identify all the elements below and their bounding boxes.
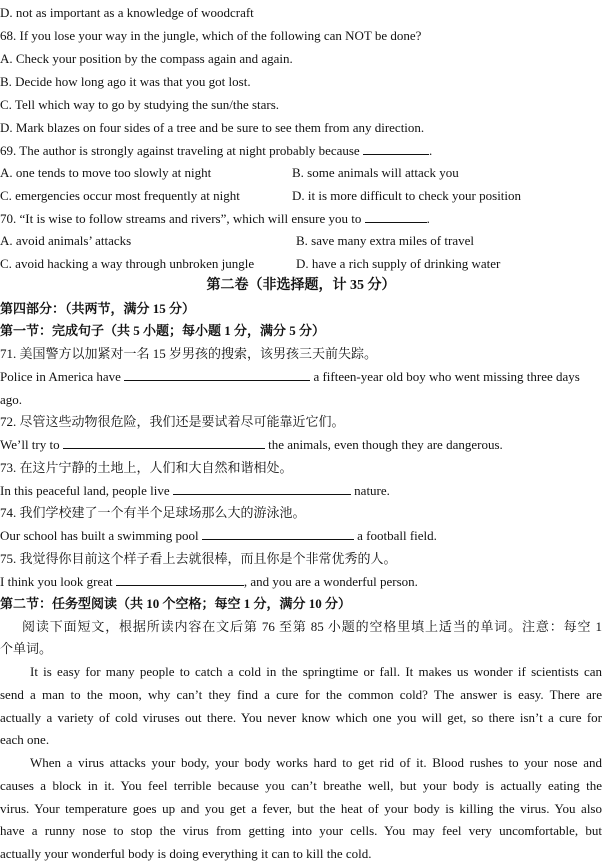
q75-english: [0, 573, 602, 591]
section-one-heading: 第一节：完成句子（共 5 小题；每小题 1 分，满分 5 分）: [0, 323, 326, 338]
q72-english: [0, 436, 602, 454]
q71-blank: [124, 368, 310, 381]
passage-p2-line-2: causes a block in it. You feel terrible because you can’t breathe well, but your body is actually eating the: [0, 778, 602, 793]
passage-p1-line-2: send a man to the moon, why can’t they find a cure for the common cold? The answer is easy. There are: [0, 687, 602, 702]
q70-stem: 70. “It is wise to follow streams and rivers”, which will ensure you to .: [0, 211, 430, 226]
q69-option-a: A. one tends to move too slowly at night: [0, 165, 212, 180]
passage-p2-line-3: virus. Your temperature goes up and you get a fever, but the heat of your body is killing the virus. You also: [0, 801, 602, 816]
q69-option-d: D. it is more difficult to check your position: [292, 188, 522, 203]
q70-option-c: C. avoid hacking a way through unbroken jungle: [0, 256, 255, 271]
q74-english-post: a football field.: [357, 528, 437, 543]
q67-option-d: D. not as important as a knowledge of woodcraft: [0, 5, 254, 20]
q74-english: [0, 527, 602, 545]
q69-option-b: B. some animals will attack you: [292, 165, 459, 180]
q72-blank: [63, 436, 265, 449]
instructions-line-1: 阅读下面短文，根据所读内容在文后第 76 至第 85 小题的空格里填上适当的单词。注意：每空 1: [22, 619, 602, 634]
q68-option-b: B. Decide how long ago it was that you got lost.: [0, 74, 251, 89]
passage-p2-line-5: actually your wonderful body is doing everything it can to kill the cold.: [0, 846, 372, 861]
q75-english-post: , and you are a wonderful person.: [243, 574, 418, 589]
q69-blank: [363, 142, 429, 155]
q74-blank: [202, 527, 354, 540]
q70-option-d: D. have a rich supply of drinking water: [296, 256, 501, 271]
q68-stem: 68. If you lose your way in the jungle, which of the following can NOT be done?: [0, 28, 422, 43]
q73-english: [0, 482, 602, 500]
q72-chinese: 72. 尽管这些动物很危险，我们还是要试着尽可能靠近它们。: [0, 414, 345, 429]
passage-p1-line-4: each one.: [0, 732, 50, 747]
volume-two-title: 第二卷（非选择题，计 35 分）: [206, 278, 396, 293]
q74-english-pre: Our school has built a swimming pool: [0, 528, 199, 543]
q69-stem: 69. The author is strongly against traveling at night probably because .: [0, 143, 433, 158]
q70-options-row1: [0, 232, 602, 250]
q74-chinese: 74. 我们学校建了一个有半个足球场那么大的游泳池。: [0, 505, 306, 520]
q69-stem-text: 69. The author is strongly against traveling at night probably because: [0, 143, 360, 158]
section-two-heading: 第二节：任务型阅读（共 10 个空格；每空 1 分，满分 10 分）: [0, 596, 352, 611]
q69-options-row2: [0, 187, 602, 205]
q70-option-a: A. avoid animals’ attacks: [0, 233, 132, 248]
q72-english-post: the animals, even though they are dangerous.: [268, 437, 503, 452]
passage-p1-line-3: actually a variety of cold viruses out there. You never know which one you will get, so there isn’t a cure for: [0, 710, 602, 725]
q73-english-pre: In this peaceful land, people live: [0, 483, 170, 498]
q72-english-pre: We’ll try to: [0, 437, 60, 452]
passage-p2-line-4: have a runny nose to stop the virus from getting into your cells. You may feel very uncomfortable, but: [0, 823, 602, 838]
q73-blank: [173, 482, 351, 495]
q71-english-cont: ago.: [0, 392, 23, 407]
q73-chinese: 73. 在这片宁静的土地上，人们和大自然和谐相处。: [0, 460, 293, 475]
q71-english-pre: Police in America have: [0, 369, 121, 384]
q71-english: [0, 368, 602, 386]
q71-chinese: 71. 美国警方以加紧对一名 15 岁男孩的搜索，该男孩三天前失踪。: [0, 346, 378, 361]
q75-chinese: 75. 我觉得你目前这个样子看上去就很棒，而且你是个非常优秀的人。: [0, 551, 397, 566]
passage-p1-line-1: It is easy for many people to catch a cold in the springtime or fall. It makes us wonder if scientists can: [30, 664, 602, 679]
instructions-line-2: 个单词。: [0, 641, 53, 656]
part-four-heading: 第四部分：（共两节，满分 15 分）: [0, 301, 196, 316]
q71-english-post: a fifteen-year old boy who went missing three days: [313, 369, 580, 384]
q70-blank: [365, 210, 427, 223]
q69-options-row1: [0, 164, 602, 182]
q69-option-c: C. emergencies occur most frequently at night: [0, 188, 240, 203]
q75-english-pre: I think you look great: [0, 574, 113, 589]
q70-stem-text: 70. “It is wise to follow streams and rivers”, which will ensure you to: [0, 211, 362, 226]
q70-options-row2: [0, 255, 602, 273]
q75-blank: [116, 573, 244, 586]
q68-option-c: C. Tell which way to go by studying the sun/the stars.: [0, 97, 280, 112]
q68-option-d: D. Mark blazes on four sides of a tree and be sure to see them from any direction.: [0, 120, 425, 135]
q68-option-a: A. Check your position by the compass again and again.: [0, 51, 293, 66]
passage-p2-line-1: When a virus attacks your body, your body works hard to get rid of it. Blood rushes to your nose and: [30, 755, 602, 770]
q70-option-b: B. save many extra miles of travel: [296, 233, 474, 248]
q73-english-post: nature.: [354, 483, 390, 498]
